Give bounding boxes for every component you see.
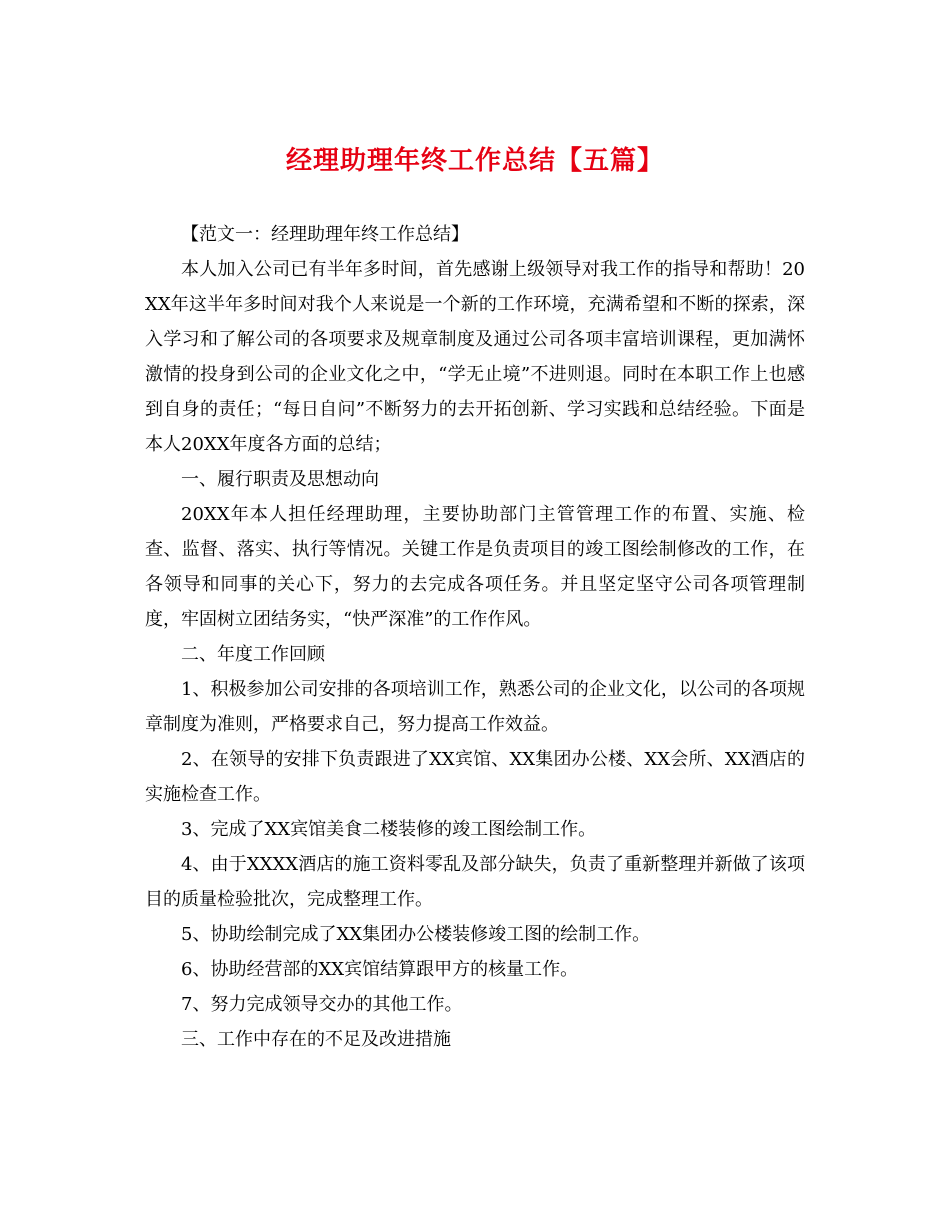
paragraph-review-item-5: 5、协助绘制完成了XX集团办公楼装修竣工图的绘制工作。 bbox=[181, 924, 651, 945]
paragraph-review-item-2: 2、在领导的安排下负责跟进了XX宾馆、XX集团办公楼、XX会所、XX酒店的实施检查工作。 bbox=[145, 749, 805, 805]
paragraph-heading-shortcomings: 三、工作中存在的不足及改进措施 bbox=[181, 1029, 451, 1050]
document-title: 经理助理年终工作总结【五篇】 bbox=[285, 146, 664, 176]
paragraph-review-item-7: 7、努力完成领导交办的其他工作。 bbox=[181, 994, 463, 1015]
paragraph-heading-review: 二、年度工作回顾 bbox=[181, 644, 325, 665]
paragraph-review-item-4: 4、由于XXXX酒店的施工资料零乱及部分缺失，负责了重新整理并新做了该项目的质量检验批次，完成整理工作。 bbox=[145, 854, 805, 910]
paragraph-review-item-3: 3、完成了XX宾馆美食二楼装修的竣工图绘制工作。 bbox=[181, 819, 597, 840]
paragraph-review-item-6: 6、协助经营部的XX宾馆结算跟甲方的核量工作。 bbox=[181, 959, 579, 980]
paragraph-review-item-1: 1、积极参加公司安排的各项培训工作，熟悉公司的企业文化，以公司的各项规章制度为准则，严格要求自己，努力提高工作效益。 bbox=[145, 679, 805, 735]
paragraph-duties: 20XX年本人担任经理助理，主要协助部门主管管理工作的布置、实施、检查、监督、落实、执行等情况。关键工作是负责项目的竣工图绘制修改的工作，在各领导和同事的关心下，努力的去完成各项任务。并且坚定坚守公司各项管理制度，牢固树立团结务实，“快严深准”的工作作风。 bbox=[145, 504, 805, 630]
paragraph-heading-duties: 一、履行职责及思想动向 bbox=[181, 469, 379, 490]
paragraph-section-heading: 【范文一：经理助理年终工作总结】 bbox=[181, 224, 469, 245]
paragraph-intro: 本人加入公司已有半年多时间，首先感谢上级领导对我工作的指导和帮助！20XX年这半年多时间对我个人来说是一个新的工作环境，充满希望和不断的探索，深入学习和了解公司的各项要求及规章制度及通过公司各项丰富培训课程，更加满怀激情的投身到公司的企业文化之中，“学无止境”不进则退。同时在本职工作上也感到自身的责任；“每日自问”不断努力的去开拓创新、学习实践和总结经验。下面是本人20XX年度各方面的总结； bbox=[145, 259, 805, 455]
document-body bbox=[145, 217, 805, 1057]
